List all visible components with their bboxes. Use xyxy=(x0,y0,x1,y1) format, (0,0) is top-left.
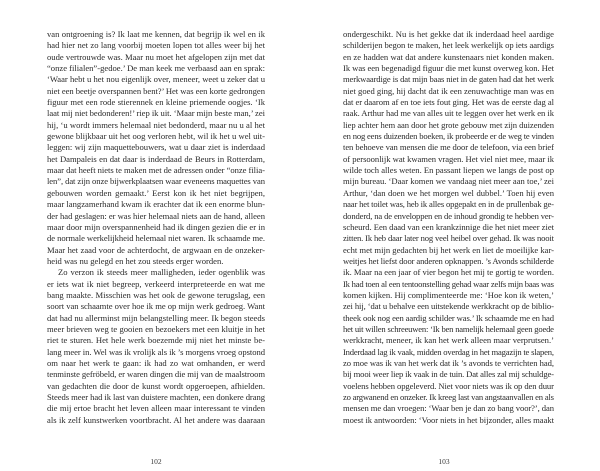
text-line: soort van schaamte over hoe ik me op mijn werk gedroeg. Want xyxy=(47,301,265,312)
text-line: bij mooi weer liep ik vaak in de tuin. Dat alles zal mij schuldge- xyxy=(343,369,554,380)
text-line: leggen: wij zijn maquettebouwers, wat u daar ziet is inderdaad xyxy=(47,142,265,153)
text-line: komen kijken. Hij complimenteerde me: ‘Hoe kon ik weten,’ xyxy=(343,289,554,300)
text-line: riet te sturen. Het hele werk boezemde mij niet het minste be- xyxy=(47,335,265,346)
text-line: wilde toch alles weten. En passant liepen we langs de post op xyxy=(343,165,554,176)
text-line: dat er daarom af en toe iets fout ging. Het was de eerste dag al xyxy=(343,97,554,108)
text-line: van gedachten die door de kunst wordt opgeroepen, afhielden. xyxy=(47,380,265,391)
text-line: mijn bureau. ‘Daar komen we vandaag niet meer aan toe,’ zei xyxy=(343,176,554,187)
text-line: scheurd. Een daad van een krankzinnige die het niet meer ziet xyxy=(343,221,554,232)
text-line: laat mij niet bedonderen!’ riep ik uit. ‘Maar mijn beste man,’ zei xyxy=(47,108,265,119)
text-line: gebouwen worden gemaakt.’ Eerst kon ik het niet begrijpen, xyxy=(47,187,265,198)
text-line: Steeds meer had ik last van duistere machten, een donkere drang xyxy=(47,392,265,402)
text-line: als ik zelf kunstwerken voortbracht. Al het andere was daaraan xyxy=(47,414,265,425)
text-line: Arthur, ‘dan doen we het morgen wel dubbel.’ Toen hij even xyxy=(343,187,554,198)
text-line: theek ook nog een aardig schilder was.’ Ik schaamde me en had xyxy=(343,312,554,323)
text-line: oude vertrouwde was. Maar nu moet het afgelopen zijn met dat xyxy=(47,51,265,62)
text-line: der had geslagen: er was hier helemaal niets aan de hand, alleen xyxy=(47,210,265,221)
text-line: weitjes het liefst door anderen opknappen. ’s Avonds schilderde xyxy=(343,255,554,266)
left-page-body-text xyxy=(47,29,265,426)
text-line: liep achter hem aan door het grote gebouw met zijn duizenden xyxy=(343,119,554,130)
text-line: maar door mijn overspannenheid had ik dingen gezien die er in xyxy=(47,221,265,232)
text-line: tenminste gefröbeld, er waren dingen die mij van de maalstroom xyxy=(47,369,265,380)
text-line: heid was nu gelegd en het zou steeds erger worden. xyxy=(47,255,224,266)
text-line: bang maakte. Misschien was het ook de gewone terugslag, een xyxy=(47,289,265,300)
text-line: naar het toilet was, heb ik alles opgepakt en in de prullenbak ge- xyxy=(343,199,554,210)
text-line: moest ik antwoorden: ‘Voor niets in het bijzonder, alles maakt xyxy=(343,414,554,425)
left-page-number: 102 xyxy=(150,457,162,466)
text-line: hij, ‘u wordt immers helemaal niet bedonderd, maar nu u al het xyxy=(47,119,265,130)
text-line: schilderijen begon te maken, het leek werkelijk op iets aardigs xyxy=(343,40,554,51)
text-line: zitten. Ik heb daar later nog veel heibel over gehad. Ik was nooit xyxy=(343,233,554,244)
text-line: dat had nu allerminst mijn belangstelling meer. Ik begon steeds xyxy=(47,312,265,323)
text-line: van ontgroening is? Ik laat me kennen, dat begrijp ik wel en ik xyxy=(47,29,265,39)
text-line: voelens hebben opgeleverd. Niet voor niets was ik op den duur xyxy=(343,380,554,391)
text-line: zei hij, ‘dat u behalve een uitstekende werkkracht op de biblio- xyxy=(343,301,554,312)
text-line: zo moe was ik van het werk dat ik ’s avonds te verrichten had, xyxy=(343,357,554,368)
text-line: ondergeschikt. Nu is het gekke dat ik inderdaad heel aardige xyxy=(343,29,554,39)
text-line: ‘Waar hebt u het nou eigenlijk over, meneer, weet u zeker dat u xyxy=(47,74,265,85)
right-page xyxy=(300,0,600,471)
text-line: gewone blijkbaar uit het oog verloren hebt, wil ik het u wel uit- xyxy=(47,131,265,142)
text-line: ten behoeve van mensen die me door de telefoon, via een brief xyxy=(343,142,554,153)
text-line: het Dampaleis en dat daar is inderdaad de Beurs in Rotterdam, xyxy=(47,153,265,164)
text-line: merkwaardige is dat mijn baas niet in de gaten had dat het werk xyxy=(343,74,554,85)
text-line: meer brieven weg te gooien en bezoekers met een kluitje in het xyxy=(47,323,265,334)
text-line: niet goed ging, hij dacht dat ik een zenuwachtige man was en xyxy=(343,85,554,96)
text-line: “onze filialen”-gedoe.’ De man keek me verbaasd aan en sprak: xyxy=(47,63,265,74)
text-line: maar dat heeft niets te maken met de adressen onder “onze filia- xyxy=(47,165,265,176)
text-line: het uit willen schreeuwen: ‘Ik ben namelijk helemaal geen goede xyxy=(343,323,554,334)
text-line: Ik was een begenadigd figuur die met kunst overweg kon. Het xyxy=(343,63,554,74)
text-line: echt met mijn gedachten bij het werk en liet de moeilijke kar- xyxy=(343,244,554,255)
text-line: Maar het zaad voor de achterdocht, de argwaan en de onzeker- xyxy=(47,244,265,255)
text-line: er iets wat ik niet begreep, verkeerd interpreteerde en wat me xyxy=(47,278,265,289)
text-line: en ze hadden wat dat andere kunstenaars niet konden maken. xyxy=(343,51,554,62)
right-page-body-text xyxy=(343,29,554,426)
text-line: of persoonlijk wat kwamen vragen. Het viel niet mee, maar ik xyxy=(343,153,554,164)
text-line: ik. Maar na een jaar of vier begon het mij te gortig te worden. xyxy=(343,267,554,278)
text-line: mensen me dan vroegen: ‘Waar ben je dan zo bang voor?’, dan xyxy=(343,403,554,414)
text-line: om naar het werk te gaan: ik had zo wat omhanden, er werd xyxy=(47,357,265,368)
text-line: donderd, na de enveloppen en de inhoud grondig te hebben ver- xyxy=(343,210,554,221)
text-line: maar langzamerhand kwam ik erachter dat ik een enorme blun- xyxy=(47,199,265,210)
text-line: raak. Arthur had me van alles uit te leggen over het werk en ik xyxy=(343,108,554,119)
text-line: Inderdaad lag ik vaak, midden overdag in het magazijn te slapen, xyxy=(343,346,554,357)
text-line: werkkracht, meneer, ik kan het werk alleen maar verprutsen.’ xyxy=(343,335,554,346)
text-line: zo argwanend en onzeker. Ik kreeg last van angstaanvallen en als xyxy=(343,392,554,402)
text-line: niet een beetje overspannen bent?’ Het was een korte gedrongen xyxy=(47,85,265,96)
text-line: die mij ertoe bracht het leven alleen maar interessant te vinden xyxy=(47,403,265,414)
text-line: figuur met een rode stierennek en kleine priemende oogjes. ‘Ik xyxy=(47,97,265,108)
text-line: len”, dat zijn onze bijwerkplaatsen waar eveneens maquettes van xyxy=(47,176,265,187)
right-page-number: 103 xyxy=(438,457,450,466)
text-line: had hier net zo lang voorbij moeten lopen tot alles weer bij het xyxy=(47,40,265,51)
text-line: Ik had toen al een tentoonstelling gehad waar zelfs mijn baas was xyxy=(343,278,554,289)
text-line: en nog eens duizenden boeken, ik probeerde er de weg te vinden xyxy=(343,131,554,142)
text-line: Zo verzon ik steeds meer malligheden, ieder ogenblik was xyxy=(58,267,265,278)
text-line: de normale werkelijkheid helemaal niet waren. Ik schaamde me. xyxy=(47,233,265,244)
text-line: lang meer in. Wel was ik vrolijk als ik ’s morgens vroeg opstond xyxy=(47,346,265,357)
